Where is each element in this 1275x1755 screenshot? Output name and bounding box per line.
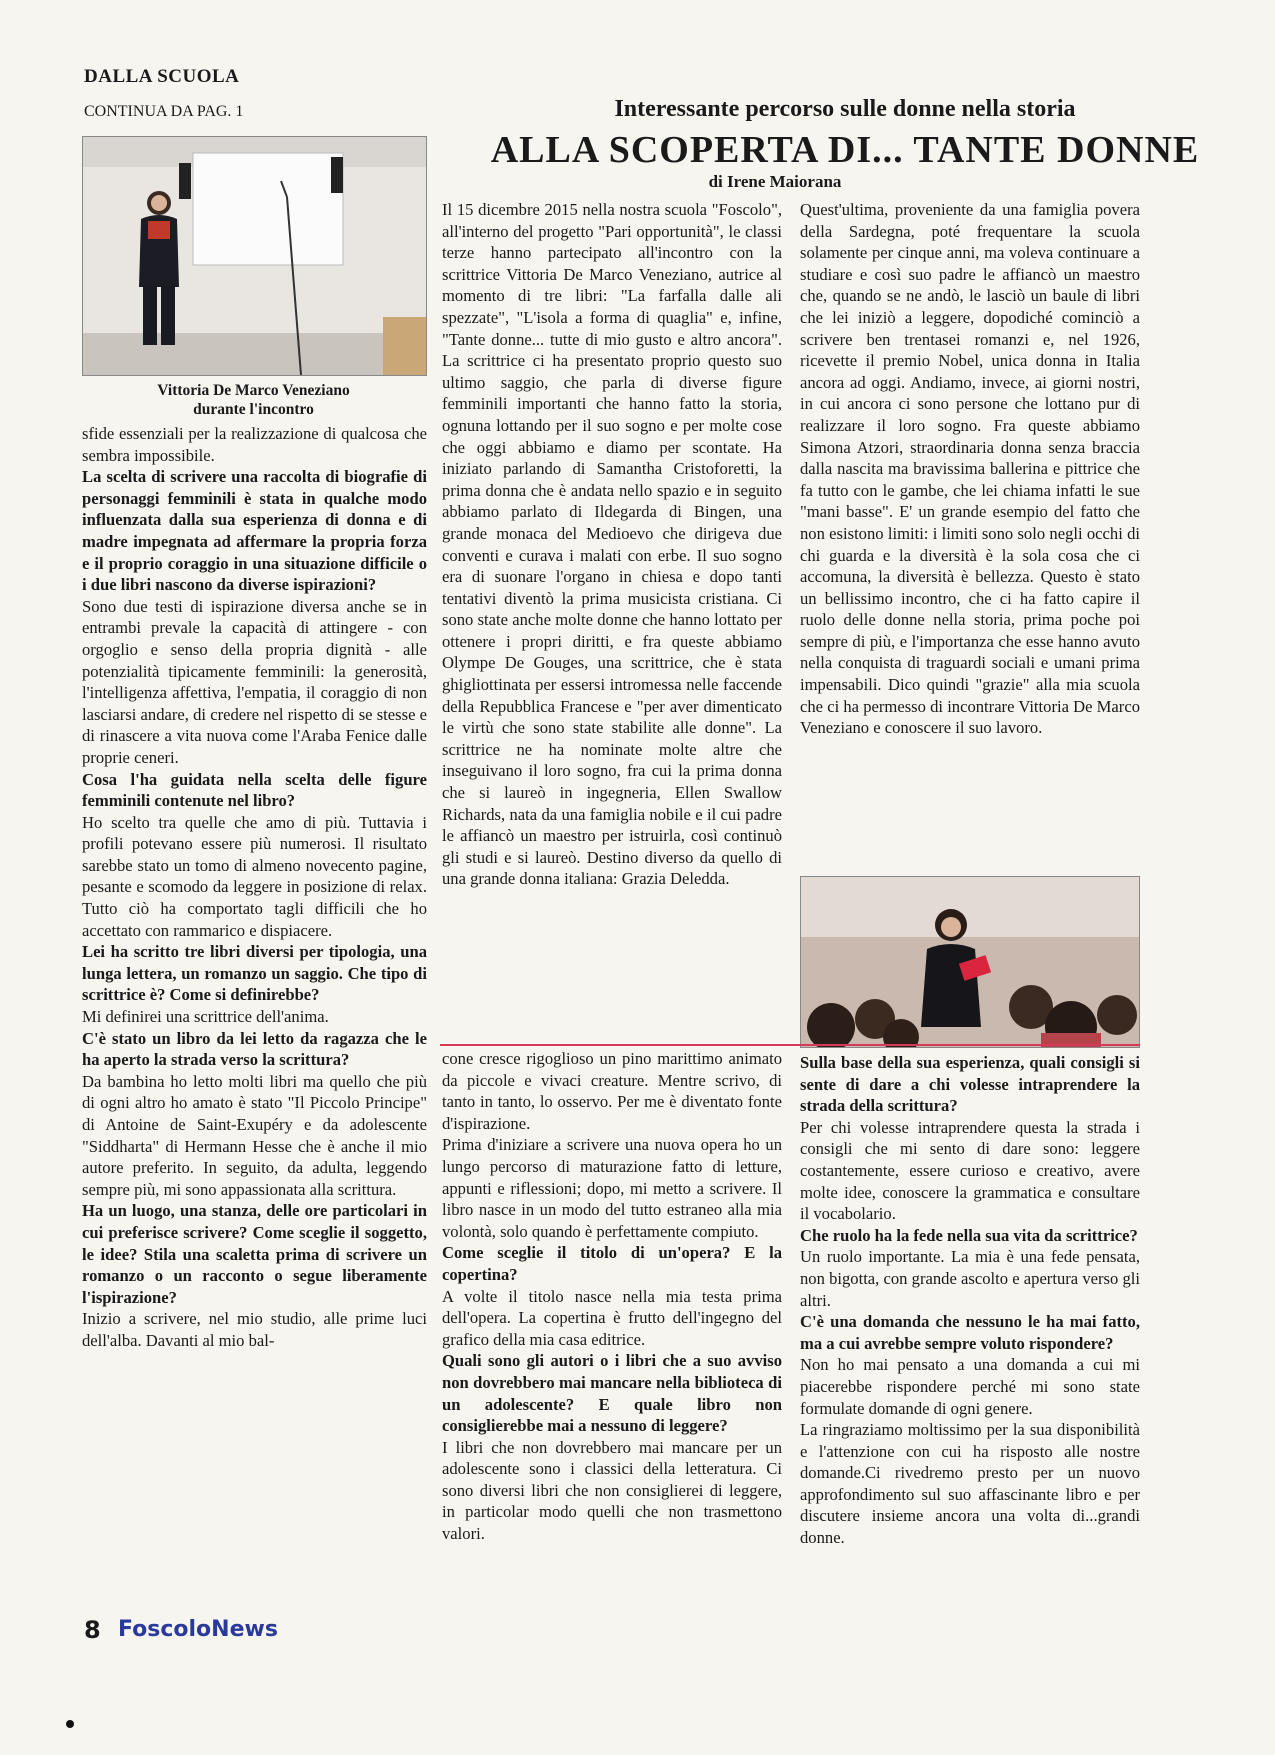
paragraph: Un ruolo importante. La mia è una fede pensata, non bigotta, con grande ascolto e apertura verso gli altri. bbox=[800, 1247, 1140, 1310]
interview-question: Come sceglie il titolo di un'opera? E la copertina? bbox=[442, 1243, 782, 1284]
interview-question: Cosa l'ha guidata nella scelta delle figure femminili contenute nel libro? bbox=[82, 769, 427, 811]
paragraph: Mi definirei una scrittrice dell'anima. bbox=[82, 1007, 329, 1027]
page-number: 8 bbox=[84, 1616, 101, 1644]
paragraph: Sono due testi di ispirazione diversa anche se in entrambi prevale la capacità di attingere - con orgoglio e senso della propria dignità - alle potenzialità tipicamente femminili: la generosità, l'intelligenza affettiva, l'empatia, il coraggio di non lasciarsi andare, di credere nel rispetto di se stesse e di rinascere a vita nuova come l'Araba Fenice dalle proprie ceneri. bbox=[82, 596, 427, 767]
author-photo-image bbox=[83, 137, 426, 375]
article-byline: di Irene Maiorana bbox=[708, 172, 842, 191]
paragraph: Non ho mai pensato a una domanda a cui mi piacerebbe rispondere perché mi sono state formulate domande di ogni genere. bbox=[800, 1355, 1140, 1418]
interview-question: Che ruolo ha la fede nella sua vita da scrittrice? bbox=[800, 1225, 1138, 1245]
photo-caption-line-1: Vittoria De Marco Veneziano bbox=[157, 382, 350, 399]
paragraph: cone cresce rigoglioso un pino marittimo animato da piccole e vivaci creature. Mentre scrivo, di tanto in tanto, lo osservo. Per me è diventato fonte d'ispirazione. bbox=[442, 1049, 782, 1133]
interview-question: La scelta di scrivere una raccolta di biografie di personaggi femminili è stata in qualche modo influenzata dalla sua esperienza di donna e di madre impegnata ad affermare la propria forza e il proprio coraggio in una situazione difficile o i due libri nascono da diverse ispirazioni? bbox=[82, 467, 427, 595]
interview-question: C'è stato un libro da lei letto da ragazza che le ha aperto la strada verso la scrittura? bbox=[82, 1028, 427, 1070]
interview-question: Quali sono gli autori o i libri che a suo avviso non dovrebbero mai mancare nella biblioteca di un adolescente? E quale libro non consiglierebbe mai a nessuno di leggere? bbox=[442, 1351, 782, 1436]
author-photo bbox=[82, 136, 427, 376]
photo-caption-line-2: durante l'incontro bbox=[193, 401, 314, 418]
paragraph: Il 15 dicembre 2015 nella nostra scuola "Foscolo", all'interno del progetto "Pari opportunità", le classi terze hanno partecipato all'incontro con la scrittrice Vittoria De Marco Veneziano, autrice al momento di tre libri: "La farfalla dalle ali spezzate", "L'isola a forma di quaglia" e, infine, "Tante donne... tutte di mio gusto e altro ancora". La scrittrice ci ha presentato proprio questo suo ultimo saggio, che parla di diverse figure femminili importanti che hanno fatto la storia, ognuna lottando per il suo sogno e per molte cose che oggi abbiamo e diamo per scontate. Ha iniziato parlando di Samantha Cristoforetti, la prima donna che è andata nello spazio e in seguito abbiamo parlato di Ildegarda di Bingen, una grande monaca del Medioevo che dirigeva due conventi e curava i malati con erbe. Il suo sogno era di suonare l'organo in chiesa e dopo tanti tentativi diventò la prima musicista cristiana. Ci sono state anche molte donne che hanno lottato per ottenere i propri diritti, e fra queste abbiamo Olympe De Gouges, una scrittrice, che è stata ghigliottinata per essersi intromessa nelle faccende della Repubblica Francese e "per aver dimenticato le virtù che sono state stabilite alle donne". La scrittrice ne ha nominate molte altre che inseguivano il loro sogno, fra cui la prima donna che si laureò in ingegneria, Ellen Swallow Richards, nata da una famiglia nobile e il cui padre le affiancò un maestro per istruirla, così continuò gli studi e si laureò. Destino diverso da quello di una grande donna italiana: Grazia Deledda. bbox=[442, 200, 782, 889]
paragraph: Quest'ultima, proveniente da una famiglia povera della Sardegna, poté frequentare la scuola solamente per cinque anni, ma voleva continuare a studiare e così suo padre le affiancò un maestro che, quando se ne andò, le lasciò un baule di libri che lei iniziò a leggere, dopodiché cominciò a scrivere ben trentasei romanzi e, nel 1926, ricevette il premio Nobel, unica donna in Italia ancora ad oggi. Andiamo, invece, ai giorni nostri, in cui ancora ci sono persone che lottano pur di realizzare il loro sogno. Fra queste abbiamo Simona Atzori, straordinaria donna senza braccia dalla nascita ma bravissima ballerina e pittrice che fa tutto con le gambe, che lei chiama infatti le sue "mani basse". E' un grande esempio del fatto che non esistono limiti: i limiti sono solo negli occhi di chi guarda e la diversità è la sola cosa che ci accomuna, la diversità è bellezza. Questo è stato un bellissimo incontro, che ci ha fatto capire il ruolo delle donne nella storia, prima poche poi sempre di più, e l'importanza che esse hanno avuto nella conquista di traguardi sociali e umani prima impensabili. Dico quindi "grazie" alla mia scuola che ci ha permesso di incontrare Vittoria De Marco Veneziano e conoscere il suo lavoro. bbox=[800, 200, 1140, 738]
paragraph: sfide essenziali per la realizzazione di qualcosa che sembra impossibile. bbox=[82, 424, 427, 465]
section-label: DALLA SCUOLA bbox=[84, 66, 240, 87]
masthead-logo: FoscoloNews bbox=[118, 1617, 278, 1642]
paragraph: I libri che non dovrebbero mai mancare per un adolescente sono i classici della letteratura. Ci sono diversi libri che non consiglierei di leggere, in particolar modo quelli che non trasmettono valori. bbox=[442, 1437, 782, 1544]
scan-dot bbox=[66, 1720, 74, 1728]
paragraph: Per chi volesse intraprendere questa la strada i consigli che mi sento di dare sono: leggere costantemente, essere curioso e creativo, avere molte idee, conoscere la grammatica e consultare il vocabolario. bbox=[800, 1117, 1140, 1224]
column-2-top bbox=[442, 199, 782, 890]
column-3-top bbox=[800, 199, 1140, 739]
column-2-bottom bbox=[442, 1048, 782, 1545]
article-headline: ALLA SCOPERTA DI... TANTE DONNE bbox=[490, 129, 1200, 171]
interview-question: C'è una domanda che nessuno le ha mai fatto, ma a cui avrebbe sempre voluto rispondere? bbox=[800, 1312, 1140, 1353]
paragraph: Da bambina ho letto molti libri ma quello che più di ogni altro ho amato è stato "Il Piccolo Principe" di Antoine de Saint-Exupéry e da adolescente "Siddharta" di Hermann Hesse che è anche il mio autore preferito. In seguito, da adulta, leggendo sempre più, mi sono appassionata alla scrittura. bbox=[82, 1071, 427, 1199]
paragraph: Prima d'iniziare a scrivere una nuova opera ho un lungo percorso di maturazione fatto di letture, appunti e riflessioni; dopo, mi metto a scrivere. Il libro nasce in un modo del tutto estraneo alla mia volontà, solo quando è perfettamente compiuto. bbox=[442, 1135, 782, 1241]
article-kicker: Interessante percorso sulle donne nella storia bbox=[614, 96, 1076, 122]
interview-question: Lei ha scritto tre libri diversi per tipologia, una lunga lettera, un romanzo un saggio. Che tipo di scrittrice è? Come si definirebbe? bbox=[82, 942, 427, 1005]
paragraph: Ho scelto tra quelle che amo di più. Tuttavia i profili potevano essere più numerosi. Il risultato sarebbe stato un tomo di almeno novecento pagine, pesante e scomodo da leggere in posizione di relax. Tutto ciò ha comportato tagli difficili che ho accettato con rammarico e dispiacere. bbox=[82, 812, 427, 940]
interview-question: Ha un luogo, una stanza, delle ore particolari in cui preferisce scrivere? Come sceglie il soggetto, le idee? Stila una scaletta prima di scrivere un romanzo o un racconto o segue liberamente l'ispirazione? bbox=[82, 1201, 427, 1307]
paragraph: A volte il titolo nasce nella mia testa prima dell'opera. La copertina è frutto dell'ingegno del grafico della mia casa editrice. bbox=[442, 1286, 782, 1349]
reading-photo bbox=[800, 876, 1140, 1048]
column-1 bbox=[82, 423, 427, 1352]
paragraph: Inizio a scrivere, nel mio studio, alle prime luci dell'alba. Davanti al mio bal- bbox=[82, 1309, 427, 1350]
section-divider bbox=[440, 1044, 1140, 1046]
column-3-bottom bbox=[800, 1052, 1140, 1549]
reading-photo-image bbox=[801, 877, 1139, 1047]
photo-caption bbox=[82, 381, 425, 419]
continued-note: CONTINUA DA PAG. 1 bbox=[84, 103, 244, 120]
interview-question: Sulla base della sua esperienza, quali consigli si sente di dare a chi volesse intraprendere la strada della scrittura? bbox=[800, 1053, 1140, 1116]
paragraph: La ringraziamo moltissimo per la sua disponibilità e l'attenzione con cui ha risposto alle nostre domande.Ci rivedremo presto per un nuovo approfondimento sul suo affascinante libro e per discutere insieme ancora una volta di...grandi donne. bbox=[800, 1420, 1140, 1548]
